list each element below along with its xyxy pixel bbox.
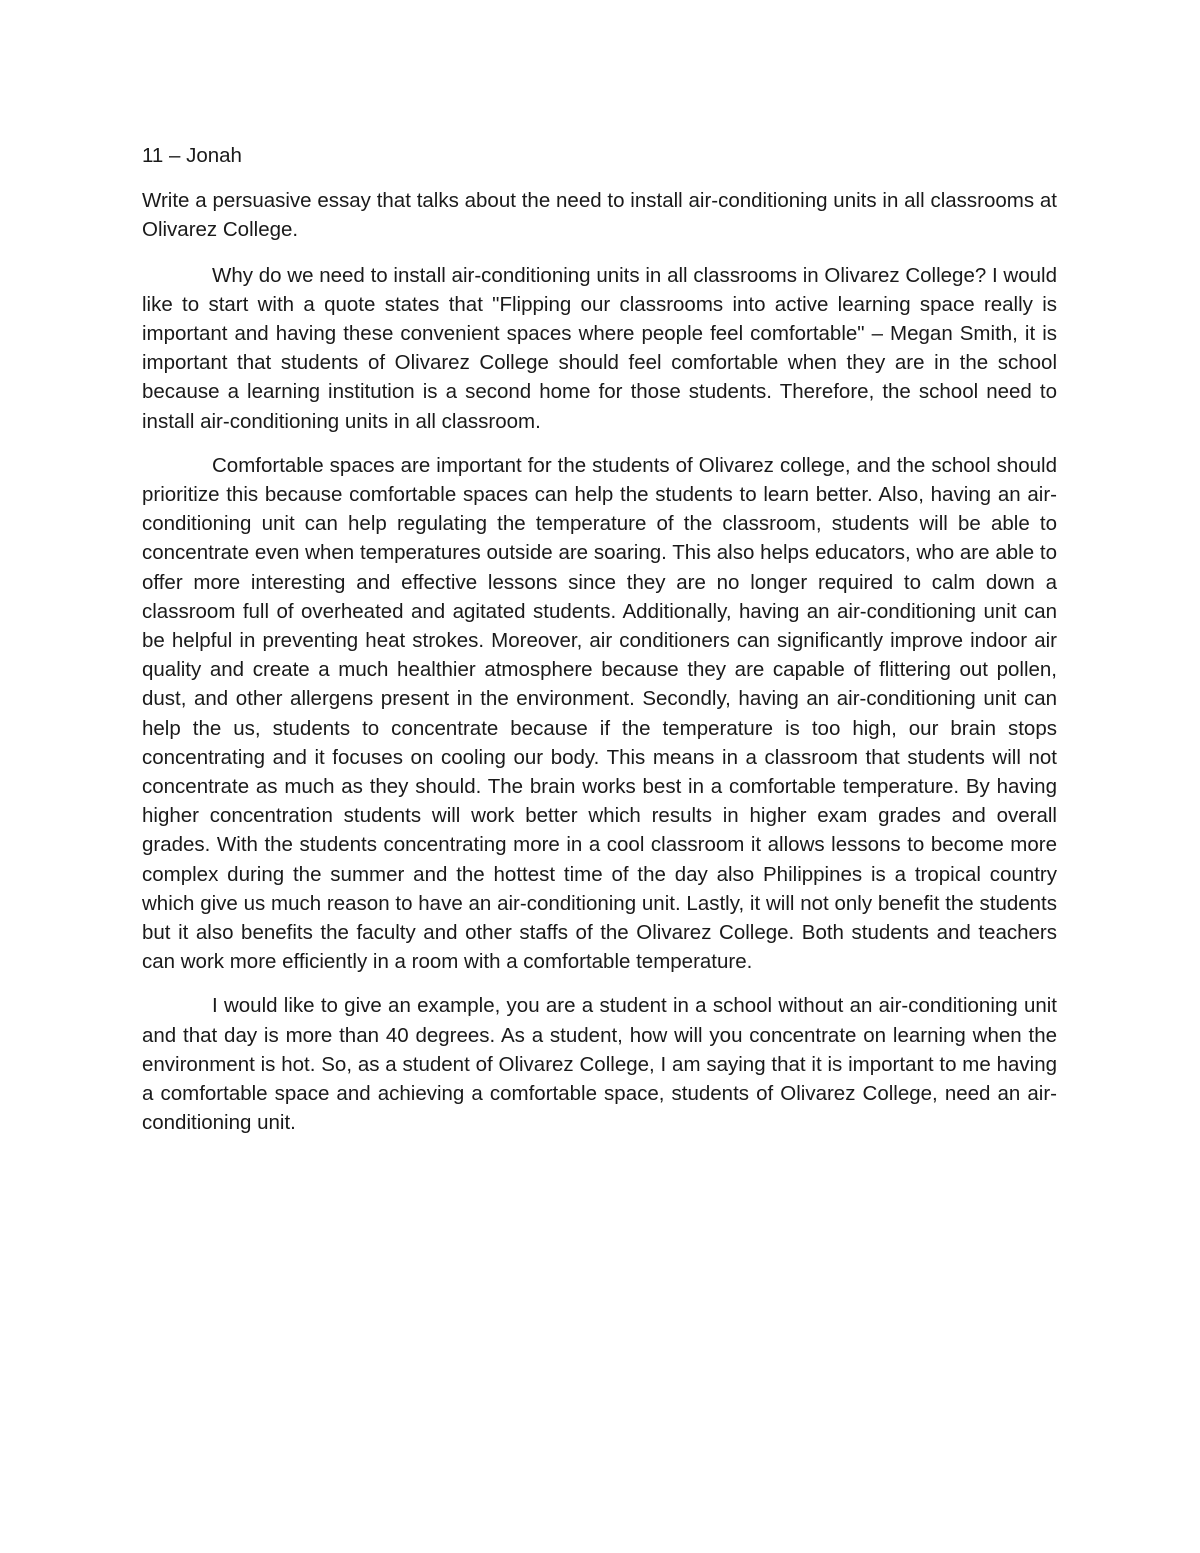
- essay-paragraph-conclusion: I would like to give an example, you are a student in a school without an air-conditioning unit and that day is more than 40 degrees. As a student, how will you concentrate on learning when the environment is hot. So, as a student of Olivarez College, I am saying that it is important to me having a comfortable space and achieving a comfortable space, students of Olivarez College, need an air-conditioning unit.: [142, 994, 1057, 1135]
- essay-paragraph-intro: Why do we need to install air-conditioning units in all classrooms in Olivarez College? I would like to start with a quote states that "Flipping our classrooms into active learning space really is important and having these convenient spaces where people feel comfortable" – Megan Smith, it is important that students of Olivarez College should feel comfortable when they are in the school because a learning institution is a second home for those students. Therefore, the school need to install air-conditioning units in all classroom.: [142, 263, 1057, 433]
- essay-paragraph-body: Comfortable spaces are important for the students of Olivarez college, and the school should prioritize this because comfortable spaces can help the students to learn better. Also, having an air-conditioning unit can help regulating the temperature of the classroom, students will be able to concentrate even when temperatures outside are soaring. This also helps educators, who are able to offer more interesting and effective lessons since they are no longer required to calm down a classroom full of overheated and agitated students. Additionally, having an air-conditioning unit can be helpful in preventing heat strokes. Moreover, air conditioners can significantly improve indoor air quality and create a much healthier atmosphere because they are capable of flittering out pollen, dust, and other allergens present in the environment. Secondly, having an air-conditioning unit can help the us, students to concentrate because if the temperature is too high, our brain stops concentrating and it focuses on cooling our body. This means in a classroom that students will not concentrate as much as they should. The brain works best in a comfortable temperature. By having higher concentration students will work better which results in higher exam grades and overall grades. With the students concentrating more in a cool classroom it allows lessons to become more complex during the summer and the hottest time of the day also Philippines is a tropical country which give us much reason to have an air-conditioning unit. Lastly, it will not only benefit the students but it also benefits the faculty and other staffs of the Olivarez College. Both students and teachers can work more efficiently in a room with a comfortable temperature.: [142, 453, 1057, 974]
- document-body: [142, 141, 1057, 1153]
- essay-prompt: Write a persuasive essay that talks about the need to install air-conditioning units in all classrooms at Olivarez College.: [142, 189, 1057, 242]
- document-heading: 11 – Jonah: [142, 144, 242, 167]
